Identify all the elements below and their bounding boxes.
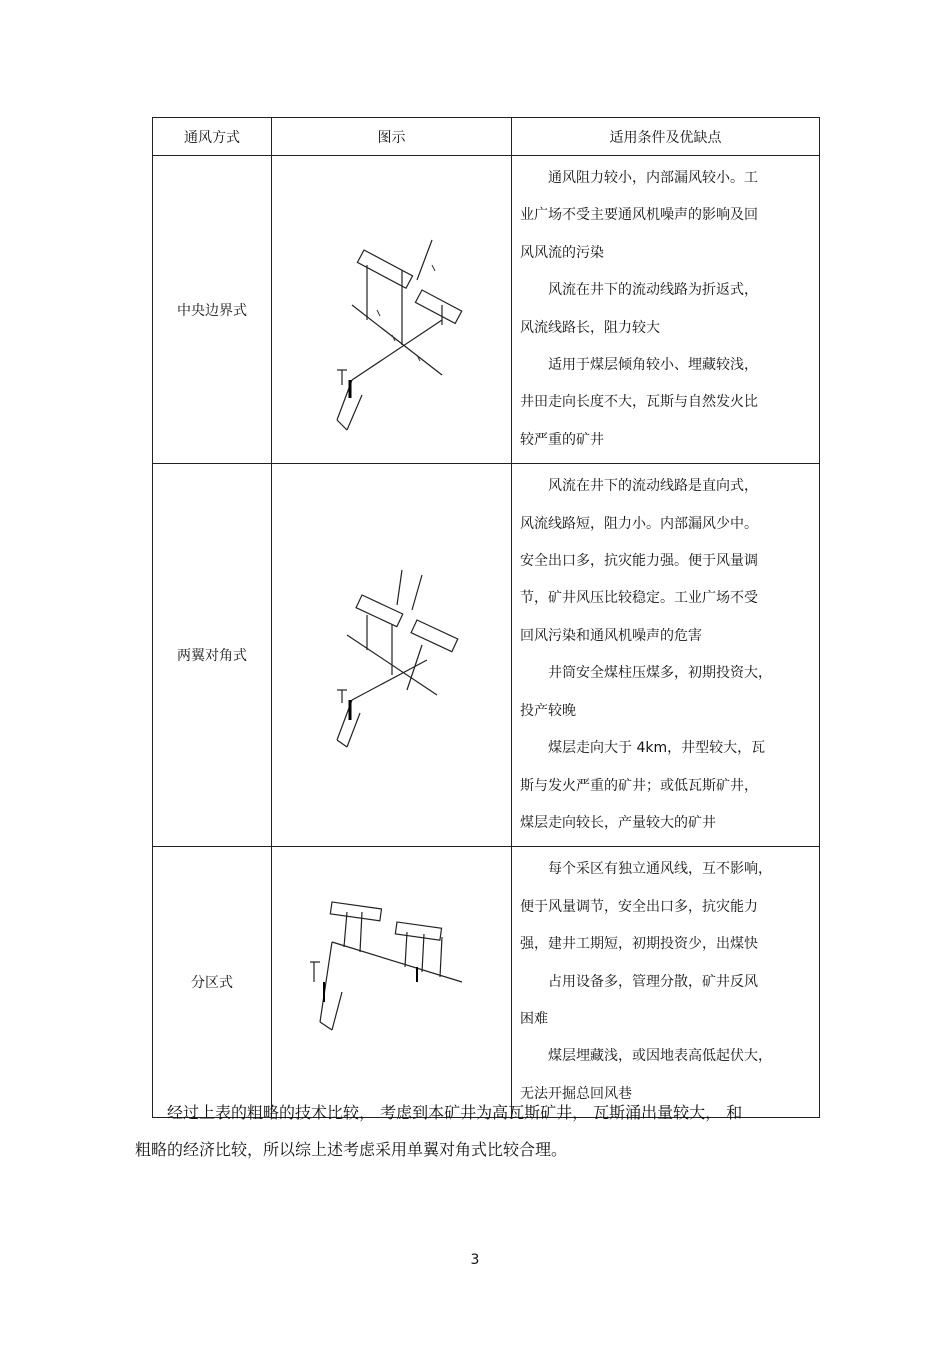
ventilation-two-wing-diagonal-diagram-icon — [292, 515, 492, 795]
desc-line: 通风阻力较小，内部漏风较小。工 — [548, 170, 758, 186]
figure-cell — [272, 847, 512, 1118]
conclusion-line-1: 经过上表的粗略的技术比较， 考虑到本矿井为高瓦斯矿井， 瓦斯涌出量较大， 和 — [167, 1103, 743, 1122]
desc-line: 风流在井下的流动线路是直向式， — [548, 478, 758, 495]
method-name: 中央边界式 — [153, 156, 272, 464]
table-row — [153, 464, 820, 847]
method-name: 两翼对角式 — [153, 464, 272, 847]
desc-line: 占用设备多，管理分散，矿井反风 — [548, 973, 758, 990]
header-conditions: 适用条件及优缺点 — [512, 118, 820, 156]
desc-line: 回风污染和通风机噪声的危害 — [520, 627, 702, 644]
conditions-cell — [512, 464, 820, 847]
conditions-cell — [512, 847, 820, 1118]
header-method: 通风方式 — [153, 118, 272, 156]
desc-line: 强，建井工期短，初期投资少，出煤快 — [520, 936, 758, 953]
page-number: 3 — [470, 1252, 480, 1268]
desc-line: 无法开掘总回风巷 — [520, 1085, 632, 1102]
desc-line: 煤层走向较长，产量较大的矿井 — [520, 814, 716, 831]
ventilation-comparison-table — [152, 117, 820, 1118]
desc-line: 便于风量调节，安全出口多，抗灾能力 — [520, 898, 758, 915]
method-name: 分区式 — [153, 847, 272, 1118]
ventilation-central-boundary-diagram-icon — [292, 170, 492, 450]
header-figure: 图示 — [272, 118, 512, 156]
table-header-row — [153, 118, 820, 156]
desc-line: 安全出口多，抗灾能力强。便于风量调 — [520, 553, 758, 570]
desc-line: 风流线路长，阻力较大 — [520, 319, 660, 336]
desc-line: 井田走向长度不大，瓦斯与自然发火比 — [520, 394, 758, 411]
desc-line: 节，矿井风压比较稳定。工业广场不受 — [520, 590, 758, 607]
desc-line: 煤层埋藏浅，或因地表高低起伏大， — [548, 1048, 772, 1065]
desc-line: 业广场不受主要通风机噪声的影响及回 — [520, 207, 758, 224]
figure-cell — [272, 156, 512, 464]
ventilation-zoned-diagram-icon — [292, 882, 492, 1082]
desc-line: 适用于煤层倾角较小、埋藏较浅， — [548, 357, 758, 374]
table-row — [153, 847, 820, 1118]
desc-line: 斯与发火严重的矿井；或低瓦斯矿井， — [520, 777, 758, 794]
figure-cell — [272, 464, 512, 847]
desc-line: 风风流的污染 — [520, 244, 604, 261]
desc-line: 风流线路短，阻力小。内部漏风少中。 — [520, 515, 758, 532]
desc-line: 投产较晚 — [520, 702, 576, 719]
desc-line: 井筒安全煤柱压煤多，初期投资大， — [548, 665, 772, 682]
desc-line: 风流在井下的流动线路为折返式， — [548, 282, 758, 299]
desc-line: 困难 — [520, 1010, 548, 1027]
conditions-cell — [512, 156, 820, 464]
desc-line: 较严重的矿井 — [520, 431, 604, 448]
conclusion-line-2: 粗略的经济比较，所以综上述考虑采用单翼对角式比较合理。 — [135, 1140, 568, 1159]
desc-line: 每个采区有独立通风线，互不影响， — [548, 861, 772, 878]
desc-line: 煤层走向大于 4km，井型较大，瓦 — [548, 740, 766, 757]
table-row — [153, 156, 820, 464]
